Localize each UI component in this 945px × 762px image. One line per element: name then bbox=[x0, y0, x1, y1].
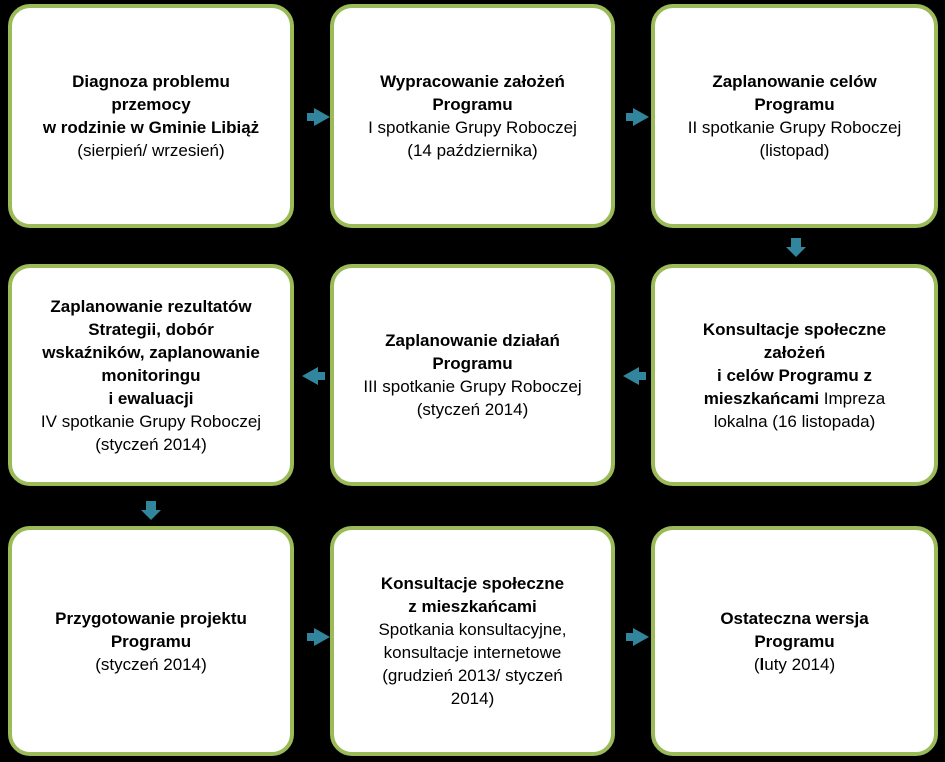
step-text-line bbox=[346, 116, 599, 139]
step-box-1 bbox=[8, 4, 294, 228]
step-text: (grudzień 2013/ styczeń bbox=[382, 666, 563, 685]
step-text-line bbox=[346, 352, 599, 375]
step-text-line bbox=[346, 375, 599, 398]
step-text-line bbox=[667, 116, 922, 139]
step-text: (styczeń 2014) bbox=[95, 654, 207, 674]
arrow-down-icon bbox=[141, 510, 161, 520]
step-text-line bbox=[24, 93, 278, 116]
step-text: I spotkanie Grupy Roboczej bbox=[368, 118, 577, 137]
step-text-line bbox=[24, 70, 278, 93]
step-text-line bbox=[667, 341, 922, 364]
step-text-line bbox=[24, 364, 278, 387]
step-text-line bbox=[24, 387, 278, 410]
step-text-line bbox=[667, 70, 922, 93]
step-text: Programu bbox=[432, 95, 513, 114]
arrow-down-icon bbox=[786, 247, 806, 257]
step-text-line bbox=[346, 572, 599, 595]
step-text: lokalna (16 listopada) bbox=[713, 411, 876, 431]
step-text-line bbox=[346, 641, 599, 664]
step-text-line bbox=[667, 653, 922, 676]
step-text-line bbox=[667, 630, 922, 653]
step-text: monitoringu bbox=[101, 365, 201, 385]
step-text-suffix: Impreza bbox=[819, 388, 886, 408]
step-text: II spotkanie Grupy Roboczej bbox=[687, 118, 902, 137]
step-text: w rodzinie w Gminie Libiąż bbox=[42, 118, 260, 137]
step-text-line bbox=[346, 618, 599, 641]
step-text-line bbox=[667, 139, 922, 162]
step-text-line bbox=[24, 318, 278, 341]
step-text-line bbox=[24, 116, 278, 139]
step-text-line bbox=[24, 139, 278, 162]
step-box-8 bbox=[330, 526, 615, 756]
step-text: i celów Programu z bbox=[717, 365, 872, 385]
step-text-line bbox=[667, 410, 922, 433]
step-text-line bbox=[667, 364, 922, 387]
step-text: III spotkanie Grupy Roboczej bbox=[363, 377, 582, 396]
step-text: 2014) bbox=[450, 689, 495, 708]
step-text: Przygotowanie projektu bbox=[55, 608, 247, 628]
step-text: Wypracowanie założeń bbox=[380, 72, 565, 91]
step-text-line bbox=[24, 433, 278, 456]
step-box-3 bbox=[651, 4, 938, 228]
step-text: Programu bbox=[110, 631, 192, 651]
step-text-line bbox=[346, 687, 599, 710]
step-box-7 bbox=[8, 526, 294, 756]
step-text: ( bbox=[753, 654, 760, 674]
step-text-line bbox=[346, 329, 599, 352]
step-text-bold-part: l bbox=[759, 654, 765, 674]
step-text: Zaplanowanie celów bbox=[712, 72, 877, 91]
step-box-2 bbox=[330, 4, 615, 228]
step-text-suffix: uty 2014) bbox=[764, 654, 836, 674]
step-text-line bbox=[667, 93, 922, 116]
step-text-line bbox=[667, 387, 922, 410]
step-text: Programu bbox=[754, 95, 835, 114]
step-text: Diagnoza problemu bbox=[72, 72, 230, 91]
step-text: (listopad) bbox=[759, 141, 830, 160]
step-text-line bbox=[346, 139, 599, 162]
step-box-5 bbox=[330, 264, 615, 486]
step-text-line bbox=[346, 595, 599, 618]
step-text-line bbox=[667, 318, 922, 341]
step-box-9 bbox=[651, 526, 938, 756]
step-text-line bbox=[24, 607, 278, 630]
step-text: (sierpień/ wrzesień) bbox=[77, 141, 225, 160]
step-text-line bbox=[346, 70, 599, 93]
step-text-line bbox=[24, 653, 278, 676]
step-text: Programu bbox=[754, 631, 835, 651]
step-box-6 bbox=[8, 264, 294, 486]
step-text: Ostateczna wersja bbox=[720, 608, 869, 628]
step-text-line bbox=[24, 630, 278, 653]
step-text: wskaźników, zaplanowanie bbox=[42, 342, 260, 362]
step-text-line bbox=[24, 410, 278, 433]
step-text: z mieszkańcami bbox=[408, 597, 537, 616]
step-text: Programu bbox=[432, 354, 513, 373]
step-text: (styczeń 2014) bbox=[95, 434, 207, 454]
step-text: założeń bbox=[763, 342, 826, 362]
step-text: i ewaluacji bbox=[108, 388, 194, 408]
step-text-line bbox=[346, 398, 599, 421]
step-text-line bbox=[346, 93, 599, 116]
step-text: Konsultacje społeczne bbox=[380, 574, 565, 593]
step-text: IV spotkanie Grupy Roboczej bbox=[40, 411, 262, 431]
step-text-line bbox=[24, 295, 278, 318]
step-text: Zaplanowanie rezultatów bbox=[50, 296, 252, 316]
step-text-line bbox=[24, 341, 278, 364]
step-text: (styczeń 2014) bbox=[416, 400, 529, 419]
step-text: mieszkańcami bbox=[703, 388, 820, 408]
arrow-left-icon bbox=[623, 367, 639, 385]
step-text: (14 października) bbox=[407, 141, 538, 160]
arrow-right-icon bbox=[314, 108, 330, 126]
arrow-right-icon bbox=[633, 628, 649, 646]
arrow-left-icon bbox=[302, 367, 318, 385]
step-text: Spotkania konsultacyjne, bbox=[378, 620, 567, 639]
step-text-line bbox=[667, 607, 922, 630]
arrow-right-icon bbox=[314, 628, 330, 646]
step-text-line bbox=[346, 664, 599, 687]
step-text: Zaplanowanie działań bbox=[385, 331, 560, 350]
step-text: przemocy bbox=[111, 95, 191, 114]
step-box-4 bbox=[651, 264, 938, 486]
arrow-right-icon bbox=[633, 108, 649, 126]
step-text: konsultacje internetowe bbox=[383, 643, 562, 662]
step-text: Strategii, dobór bbox=[88, 319, 214, 339]
step-text: Konsultacje społeczne bbox=[702, 319, 887, 339]
